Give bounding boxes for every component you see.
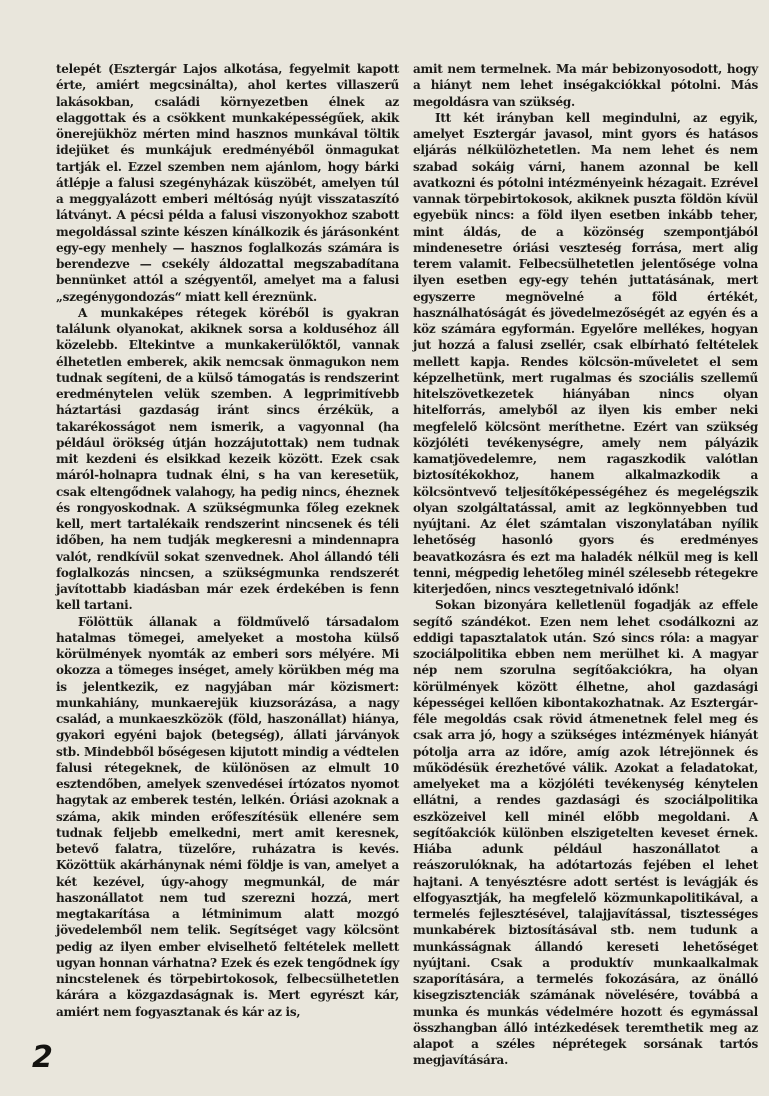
paragraph: Itt két irányban kell megindulni, az egyik, amelyet Esztergár javasol, mint gyors és hatásos eljárás nélkülözhetetlen. Ma nem lehet és nem szabad sokáig várni, hanem azonnal be kell avatkozni és pótolni intézményeink hézagait. Ezrével vannak törpebirtokosok, akiknek puszta földön kívül egyebük nincs: a föld ilyen esetben inkább teher, mint áldás, de a közönség szempontjából mindenesetre óriási veszteség forrása, mert alig terem valamit. Felbecsülhetetlen jelentősége volna ilyen esetben egy-egy tehén juttatásának, mert egyszerre megnövelné a föld értékét, használhatóságát és jövedelmezőségét az egyén és a köz számára egyformán. Egyelőre mellékes, hogyan jut hozzá a falusi zsellér, csak elbírható feltételek mellett kapja. Rendes kölcsön-műveletet el sem képzelhetünk, mert rugalmas és szociális szellemű hitelszövetkezetek hiányában nincs olyan hitelforrás, amelyből az ilyen kis ember neki megfelelő kölcsönt meríthetne. Ezért van szükség közjóléti tevékenységre, amely nem pályázik kamatjövedelemre, nem ragaszkodik valótlan biztosítékokhoz, hanem alkalmazkodik a kölcsöntvevő teljesítőképességéhez és megelégszik olyan szolgáltatással, amit az legkönnyebben tud nyújtani. Az élet számtalan viszonylatában nyílik lehetőség hasonló gyors és eredményes beavatkozásra és ezt ma haladék nélkül meg is kell tenni, mégpedig lehetőleg minél szélesebb rétegekre kiterjedően, nincs vesztegetnivaló időnk! bbox=[413, 110, 758, 596]
paragraph: Sokan bizonyára kelletlenül fogadják az effele segítő szándékot. Ezen nem lehet csodálkozni az eddigi tapasztalatok után. Szó sincs róla: a magyar szociálpolitika ebben nem merülhet ki. A magyar nép nem szorulna segítőakciókra, ha olyan körülmények között élhetne, ahol gazdasági képességei kellően kibontakozhatnak. Az Esztergár-féle megoldás csak rövid átmenetnek felel meg és csak arra jó, hogy a szükséges intézmények hiányát pótolja arra az időre, amíg azok létrejönnek és működésük érezhetővé válik. Azokat a feladatokat, amelyeket ma a közjóléti tevékenység kénytelen ellátni, a rendes gazdasági és szociálpolitika eszközeivel kell minél előbb megoldani. A segítőakciók különben elszigetelten keveset érnek. Hiába adunk például haszonállatot a reászorulóknak, ha adótartozás fejében el lehet hajtani. A tenyésztésre adott sertést is levágják és elfogyasztják, ha megfelelő közmunkapolitikával, a termelés fejlesztésével, talajjavítással, tisztességes munkabérek biztosításával stb. nem tudunk a munkásságnak állandó kereseti lehetőséget nyújtani. Csak a produktív munkaalkalmak szaporítására, a termelés fokozására, az önálló kisegzisztenciák számának növelésére, továbbá a munka és munkás védelmére hozott és egymással összhangban álló intézkedések teremthetik meg az alapot a széles néprétegek sorsának tartós megjavítására. bbox=[413, 598, 758, 1068]
paragraph: telepét (Esztergár Lajos alkotása, fegyelmit kapott érte, amiért megcsinálta), ahol kertes villaszerű lakásokban, családi környezetben élnek az elaggottak és a csökkent munkaképességűek, akik önerejükhöz mérten mind hasznos munkával töltik idejüket és munkájuk eredményéből önmagukat tartják el. Ezzel szemben nem ajánlom, hogy bárki átlépje a falusi szegényházak küszöbét, amelyen túl a meggyalázott emberi méltóság nyújt visszataszító látványt. A pécsi példa a falusi viszonyokhoz szabott megoldással szinte készen kínálkozik és járásonként egy-egy menhely — hasznos foglalkozás számára is berendezve — csekély áldozattal megszabadítana bennünket attól a szégyentől, amelyet ma a falusi „szegénygondozás“ miatt kell éreznünk. bbox=[56, 62, 399, 304]
paragraph: amit nem termelnek. Ma már bebizonyosodott, hogy a hiányt nem lehet inségakciókkal pótolni. Más megoldásra van szükség. bbox=[413, 62, 758, 109]
paragraph: A munkaképes rétegek köréből is gyakran találunk olyanokat, akiknek sorsa a kolduséhoz áll közelebb. Eltekintve a munkakerülőktől, vannak élhetetlen emberek, akik nemcsak önmagukon nem tudnak segíteni, de a külső támogatás is rendszerint eredménytelen velük szemben. A legprimitívebb háztartási gazdaság iránt sincs érzékük, a takarékosságot nem ismerik, a vagyonnal (ha például örökség útján hozzájutottak) nem tudnak mit kezdeni és elsikkad kezeik között. Ezek csak máról-holnapra tudnak élni, s ha van keresetük, csak eltengődnek valahogy, ha pedig nincs, éheznek és rongyoskodnak. A szükségmunka főleg ezeknek kell, mert tartalékaik rendszerint nincsenek és téli időben, ha nem tudják megkeresni a mindennapra valót, rendkívül sokat szenvednek. Ahol állandó téli foglalkozás nincsen, a szükségmunka rendszerét javítottabb kiadásban már ezek érdekében is fenn kell tartani. bbox=[56, 305, 399, 613]
paragraph: Fölöttük állanak a földművelő társadalom hatalmas tömegei, amelyeket a mostoha külső körülmények nyomták az emberi sors mélyére. Mi okozza a tömeges inséget, amely körükben még ma is jelentkezik, ez nagyjában már közismert: munkahiány, munkaerejük kiuzsorázása, a nagy család, a munkaeszközök (föld, haszonállat) hiánya, gyakori egyéni bajok (betegség), állati járványok stb. Mindebből bőségesen kijutott mindig a védtelen falusi rétegeknek, de különösen az elmult 10 esztendőben, amelyek szenvedései írtózatos nyomot hagytak az emberek testén, lelkén. Óriási azoknak a száma, akik minden erőfeszítésük ellenére sem tudnak feljebb emelkedni, mert amit keresnek, betevő falatra, tüzelőre, ruházatra is kevés. Közöttük akárhánynak némi földje is van, amelyet a két kezével, úgy-ahogy megmunkál, de már haszonállatot nem tud szerezni hozzá, mert megtakarítása a létminimum alatt mozgó jövedelemből nem telik. Segítséget vagy kölcsönt pedig az ilyen ember elviselhető feltételek mellett ugyan honnan várhatna? Ezek és ezek tengődnek így nincstelenek és törpebirtokosok, felbecsülhetetlen kárára a közgazdaságnak is. Mert egyrészt kár, amiért nem fogyasztanak és kár az is, bbox=[56, 614, 399, 1019]
left-column bbox=[56, 61, 399, 1020]
page-number: 2 bbox=[32, 1040, 53, 1075]
right-column bbox=[413, 61, 758, 1069]
